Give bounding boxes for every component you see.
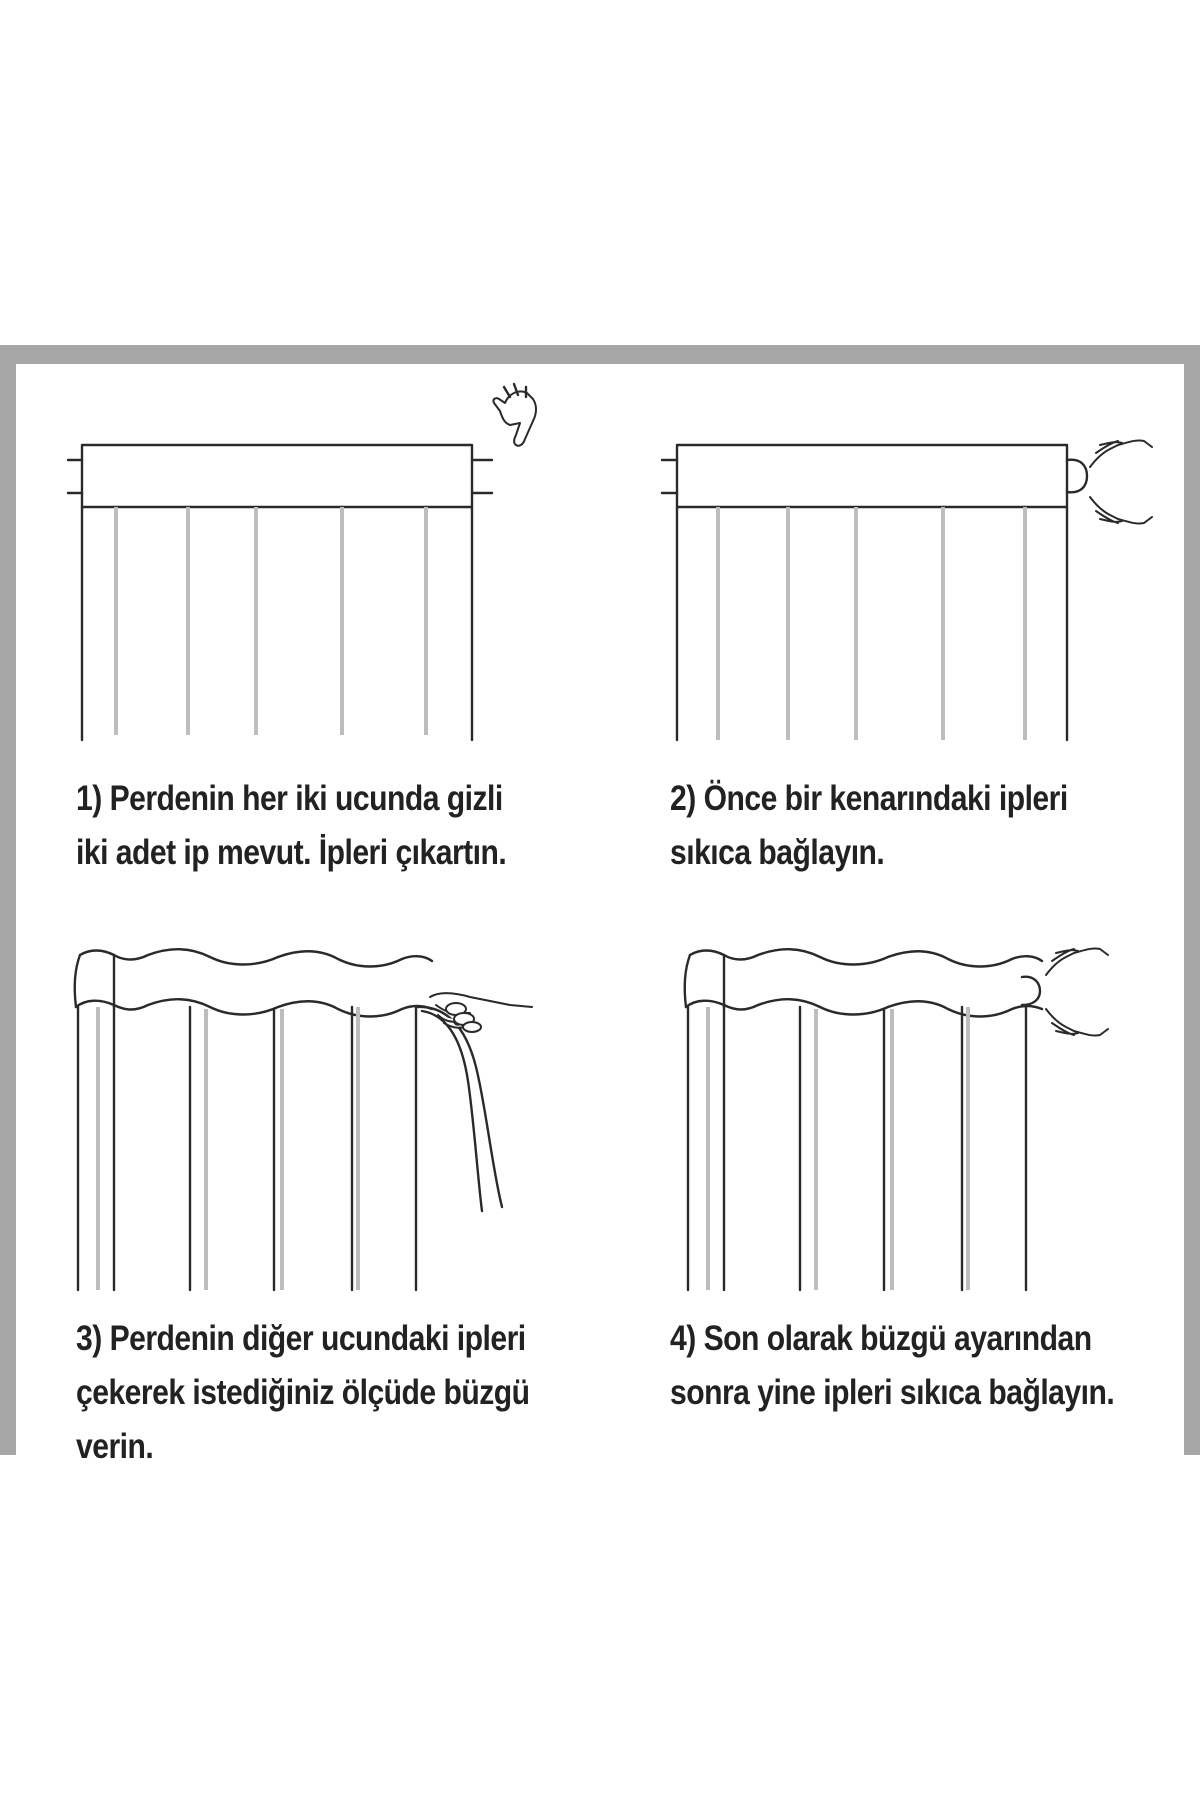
tied-knot-icon <box>1067 460 1087 493</box>
step4-tied-curtain-diagram <box>680 935 1160 1295</box>
tying-hands-icon <box>1090 440 1152 523</box>
step2-line2: sıkıca bağlayın. <box>670 833 885 872</box>
step4-line2: sonra yine ipleri sıkıca bağlayın. <box>670 1373 1115 1412</box>
tying-hands-icon <box>1046 948 1108 1035</box>
step3-line2: çekerek istediğiniz ölçüde büzgü <box>76 1373 530 1412</box>
tied-knot-icon <box>1022 977 1040 1005</box>
step1-curtain-diagram <box>60 375 540 745</box>
step2-line1: 2) Önce bir kenarındaki ipleri <box>670 779 1068 818</box>
step4-caption <box>670 1312 1114 1420</box>
step1-line1: 1) Perdenin her iki ucunda gizli <box>76 779 503 818</box>
step3-gathered-curtain-diagram <box>70 945 550 1295</box>
step1-line2: iki adet ip mevut. İpleri çıkartın. <box>76 833 507 872</box>
pointing-hand-icon <box>493 384 536 446</box>
step1-caption <box>76 772 506 880</box>
step3-line1: 3) Perdenin diğer ucundaki ipleri <box>76 1319 526 1358</box>
step3-line3: verin. <box>76 1427 154 1466</box>
step4-line1: 4) Son olarak büzgü ayarından <box>670 1319 1092 1358</box>
step3-caption <box>76 1312 530 1474</box>
step2-curtain-diagram <box>650 405 1170 745</box>
pulling-hand-icon <box>430 993 532 1032</box>
step2-caption <box>670 772 1068 880</box>
